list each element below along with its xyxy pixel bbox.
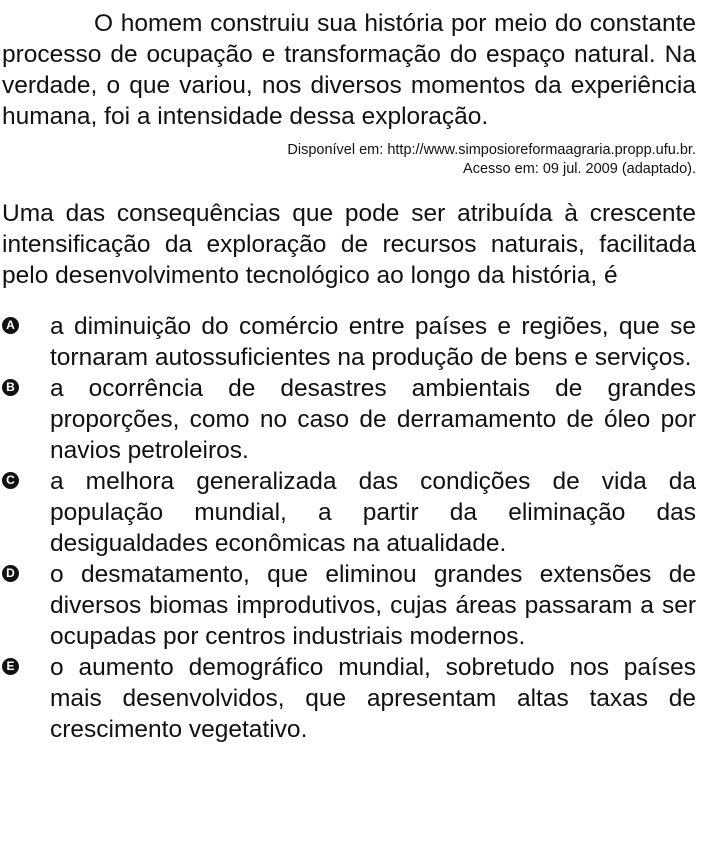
option-c-text: a melhora generalizada das condições de vida da população mundial, a partir da eliminação das desigualdades econômicas na atualidade. [50,468,696,557]
option-a-text: a diminuição do comércio entre países e regiões, que se tornaram autossuficientes na produção de bens e serviços. [50,313,696,371]
option-b-text: a ocorrência de desastres ambientais de grandes proporções, como no caso de derramamento de óleo por navios petroleiros. [50,375,696,464]
excerpt-paragraph: O homem construiu sua história por meio do constante processo de ocupação e transformação do espaço natural. Na verdade, o que variou, nos diversos momentos da experiência humana, foi a intensidade dessa exploração. [2,10,696,130]
option-e-text: o aumento demográfico mundial, sobretudo nos países mais desenvolvidos, que apresentam altas taxas de crescimento vegetativo. [50,654,696,743]
option-d[interactable] [2,559,696,652]
answer-options [2,311,696,745]
question-stem: Uma das consequências que pode ser atribuída à crescente intensificação da exploração de recursos naturais, facilitada pelo desenvolvimento tecnológico ao longo da história, é [2,200,696,289]
option-d-letter-badge: D [2,565,19,582]
option-e-letter-badge: E [2,658,19,675]
option-b-letter-badge: B [2,379,19,396]
source-line-2: Acesso em: 09 jul. 2009 (adaptado). [463,161,696,177]
option-e[interactable] [2,652,696,745]
option-d-text: o desmatamento, que eliminou grandes extensões de diversos biomas improdutivos, cujas áreas passaram a ser ocupadas por centros industriais modernos. [50,561,696,650]
option-a-letter-badge: A [2,317,19,334]
option-a[interactable] [2,311,696,373]
option-c[interactable] [2,466,696,559]
question-page [2,8,696,745]
option-b[interactable] [2,373,696,466]
option-c-letter-badge: C [2,472,19,489]
source-citation [2,141,696,179]
source-line-1: Disponível em: http://www.simposioreformaagraria.propp.ufu.br. [287,142,696,158]
